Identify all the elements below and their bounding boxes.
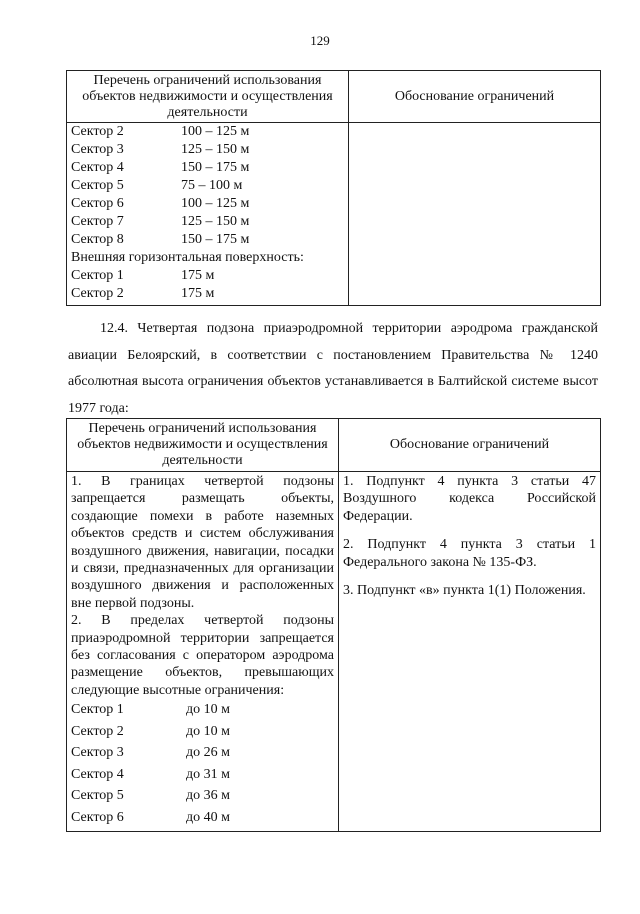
legal-reference-2: 2. Подпункт 4 пункта 3 статьи 1 Федерального закона № 135-ФЗ. [343, 537, 596, 570]
table-row: Сектор 1 175 м [71, 268, 215, 283]
table-row: Сектор 3 125 – 150 м [71, 142, 250, 157]
table2-left-cell [67, 472, 339, 832]
table-row: Сектор 2 100 – 125 м [71, 124, 250, 139]
table-row: Сектор 5 75 – 100 м [71, 178, 243, 193]
table-row: Сектор 1 до 10 м [71, 702, 230, 718]
table-subheading: Внешняя горизонтальная поверхность: [71, 250, 304, 265]
table1-header-left: Перечень ограничений использования объектов недвижимости и осуществления деятельности [67, 71, 349, 123]
restriction-item-2: 2. В пределах четвертой подзоны приаэродромной территории запрещается без согласования с оператором аэродрома размещение объектов, превышающих следующие высотные ограничения: [71, 613, 334, 698]
table2-right-cell [339, 472, 601, 832]
restrictions-table-1 [66, 70, 601, 306]
table2-header-left: Перечень ограничений использования объектов недвижимости и осуществления деятельности [67, 419, 339, 472]
table1-left-cell [67, 123, 349, 306]
table-row: Сектор 4 до 31 м [71, 766, 230, 782]
table-row: Сектор 4 150 – 175 м [71, 160, 250, 175]
page-number: 129 [310, 33, 330, 48]
table-row: Сектор 2 до 10 м [71, 723, 230, 739]
table1-header-right: Обоснование ограничений [349, 71, 601, 123]
table1-right-cell [349, 123, 601, 306]
table-row: Сектор 6 100 – 125 м [71, 196, 250, 211]
section-paragraph: 12.4. Четвертая подзона приаэродромной территории аэродрома гражданской авиации Белоярский, в соответствии с постановлением Правительства № 1240 абсолютная высота ограничения объектов устанавливается в Балтийской системе высот 1977 года: [68, 321, 598, 416]
table-row: Сектор 5 до 36 м [71, 788, 230, 804]
table-row: Сектор 6 до 40 м [71, 809, 230, 825]
table2-header-right: Обоснование ограничений [339, 419, 601, 472]
table-row: Сектор 3 до 26 м [71, 745, 230, 761]
table-row: Сектор 8 150 – 175 м [71, 232, 250, 247]
table-row: Сектор 2 175 м [71, 286, 215, 301]
table-row: Сектор 7 125 – 150 м [71, 214, 250, 229]
restriction-item-1: 1. В границах четвертой подзоны запрещается размещать объекты, создающие помехи в работе наземных объектов средств и систем обслуживания воздушного движения, навигации, посадки и связи, предназначенных для организации воздушного движения и расположенных вне первой подзоны. [71, 474, 334, 611]
legal-reference-3: 3. Подпункт «в» пункта 1(1) Положения. [343, 583, 586, 599]
legal-reference-1: 1. Подпункт 4 пункта 3 статьи 47 Воздушного кодекса Российской Федерации. [343, 474, 596, 524]
restrictions-table-2 [66, 418, 601, 832]
